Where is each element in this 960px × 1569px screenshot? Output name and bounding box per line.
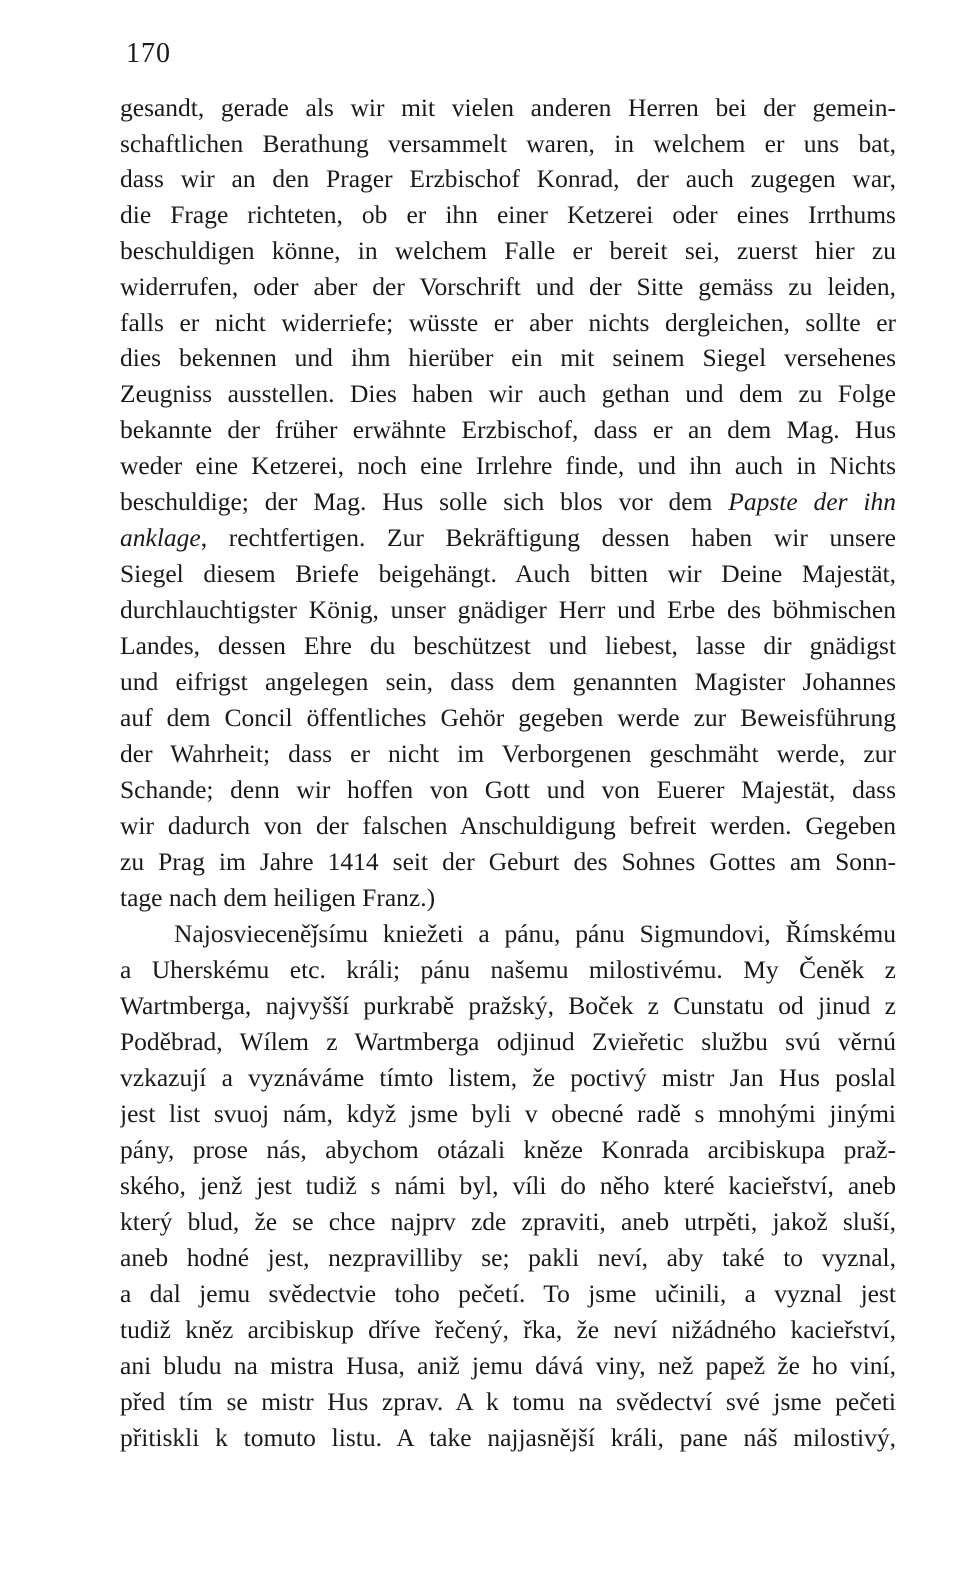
line-text: a dal jemu svědectvie toho pečetí. To jsme učinili, a vyznal jest	[120, 1279, 896, 1308]
line-text: Najosvieceněǰsímu kniežeti a pánu, pánu Sigmundovi, Římskému	[174, 919, 896, 948]
text-line	[120, 271, 896, 305]
line-text: , rechtfertigen. Zur Bekräftigung dessen haben wir unsere	[200, 523, 896, 552]
line-text: auf dem Concil öffentliches Gehör gegeben werde zur Beweisführung	[120, 703, 896, 732]
text-line	[120, 1026, 896, 1060]
text-line	[120, 1170, 896, 1204]
line-text: der Wahrheit; dass er nicht im Verborgenen geschmäht werde, zur	[120, 739, 896, 768]
italic-emphasis: anklage	[120, 523, 201, 552]
text-line	[120, 199, 896, 233]
line-text: beschuldige; der Mag. Hus solle sich blos vor dem	[120, 487, 729, 516]
text-line	[120, 990, 896, 1024]
line-text: Poděbrad, Wílem z Wartmberga odjinud Zvieřetic službu svú věrnú	[120, 1027, 896, 1056]
line-text: weder eine Ketzerei, noch eine Irrlehre finde, und ihn auch in Nichts	[120, 451, 896, 480]
line-text: Zeugniss ausstellen. Dies haben wir auch gethan und dem zu Folge	[120, 379, 896, 408]
line-text: schaftlichen Berathung versammelt waren, in welchem er uns bat,	[120, 129, 896, 158]
text-line	[120, 486, 896, 520]
text-line	[120, 1278, 896, 1312]
text-line	[120, 1386, 896, 1420]
italic-emphasis: Papste der ihn	[728, 487, 896, 516]
text-line	[120, 450, 896, 484]
line-text: zu Prag im Jahre 1414 seit der Geburt des Sohnes Gottes am Sonn-	[120, 847, 896, 876]
line-text: bekannte der früher erwähnte Erzbischof, dass er an dem Mag. Hus	[120, 415, 896, 444]
text-line	[120, 1206, 896, 1240]
line-text: který blud, že se chce najprv zde zpraviti, aneb utrpěti, jakož sluší,	[120, 1207, 896, 1236]
text-line	[120, 522, 896, 556]
line-text: jest list svuoj nám, když jsme byli v obecné radě s mnohými jinými	[120, 1099, 896, 1128]
text-line	[120, 882, 896, 916]
text-line	[120, 342, 896, 376]
line-text: gesandt, gerade als wir mit vielen anderen Herren bei der gemein-	[120, 93, 896, 122]
text-line	[120, 558, 896, 592]
line-text: pány, prose nás, abychom otázali kněze Konrada arcibiskupa praž-	[120, 1135, 896, 1164]
text-line	[120, 702, 896, 736]
line-text: před tím se mistr Hus zprav. A k tomu na svědectví své jsme pečeti	[120, 1387, 896, 1416]
text-line	[120, 307, 896, 341]
line-text: a Uherskému etc. králi; pánu našemu milostivému. My Čeněk z	[120, 955, 896, 984]
line-text: přitiskli k tomuto listu. A take najjasnější králi, pane náš milostivý,	[120, 1423, 896, 1452]
line-text: ani bludu na mistra Husa, aniž jemu dává viny, než papež že ho viní,	[120, 1351, 896, 1380]
text-line	[120, 235, 896, 269]
text-line	[120, 594, 896, 628]
text-line	[120, 810, 896, 844]
line-text: beschuldigen könne, in welchem Falle er bereit sei, zuerst hier zu	[120, 236, 896, 265]
line-text: Siegel diesem Briefe beigehängt. Auch bitten wir Deine Majestät,	[120, 559, 896, 588]
line-text: widerrufen, oder aber der Vorschrift und der Sitte gemäss zu leiden,	[120, 272, 896, 301]
text-line	[120, 163, 896, 197]
line-text: Landes, dessen Ehre du beschützest und liebest, lasse dir gnädigst	[120, 631, 896, 660]
text-line	[120, 414, 896, 448]
line-text: dass wir an den Prager Erzbischof Konrad, der auch zugegen war,	[120, 164, 896, 193]
text-line	[120, 1062, 896, 1096]
line-text: die Frage richteten, ob er ihn einer Ketzerei oder eines Irrthums	[120, 200, 896, 229]
text-line	[120, 128, 896, 162]
text-line	[120, 954, 896, 988]
line-text: tudiž kněz arcibiskup dříve řečený, řka, že neví nižádného kacieřství,	[120, 1315, 896, 1344]
text-line	[174, 918, 896, 952]
text-line	[120, 630, 896, 664]
line-text: ského, jenž jest tudiž s námi byl, víli do něho které kacieřství, aneb	[120, 1171, 896, 1200]
text-line	[120, 1350, 896, 1384]
line-text: aneb hodné jest, nezpravilliby se; pakli neví, aby také to vyznal,	[120, 1243, 896, 1272]
line-text: dies bekennen und ihm hierüber ein mit seinem Siegel versehenes	[120, 343, 896, 372]
line-text: Wartmberga, najvyšší purkrabě pražský, Boček z Cunstatu od jinud z	[120, 991, 896, 1020]
text-line	[120, 666, 896, 700]
line-text: durchlauchtigster König, unser gnädiger Herr und Erbe des böhmischen	[120, 595, 896, 624]
text-line	[120, 1242, 896, 1276]
line-text: wir dadurch von der falschen Anschuldigung befreit werden. Gegeben	[120, 811, 896, 840]
page-number: 170	[126, 38, 171, 69]
text-line	[120, 846, 896, 880]
text-line	[120, 738, 896, 772]
text-line	[120, 1134, 896, 1168]
line-text: tage nach dem heiligen Franz.)	[120, 883, 436, 912]
text-line	[120, 1422, 896, 1456]
text-line	[120, 1098, 896, 1132]
text-line	[120, 92, 896, 126]
text-line	[120, 774, 896, 808]
line-text: falls er nicht widerriefe; wüsste er aber nichts dergleichen, sollte er	[120, 308, 896, 337]
line-text: vzkazují a vyznáváme tímto listem, že poctivý mistr Jan Hus poslal	[120, 1063, 896, 1092]
text-line	[120, 1314, 896, 1348]
line-text: Schande; denn wir hoffen von Gott und von Euerer Majestät, dass	[120, 775, 896, 804]
text-line	[120, 378, 896, 412]
line-text: und eifrigst angelegen sein, dass dem genannten Magister Johannes	[120, 667, 896, 696]
